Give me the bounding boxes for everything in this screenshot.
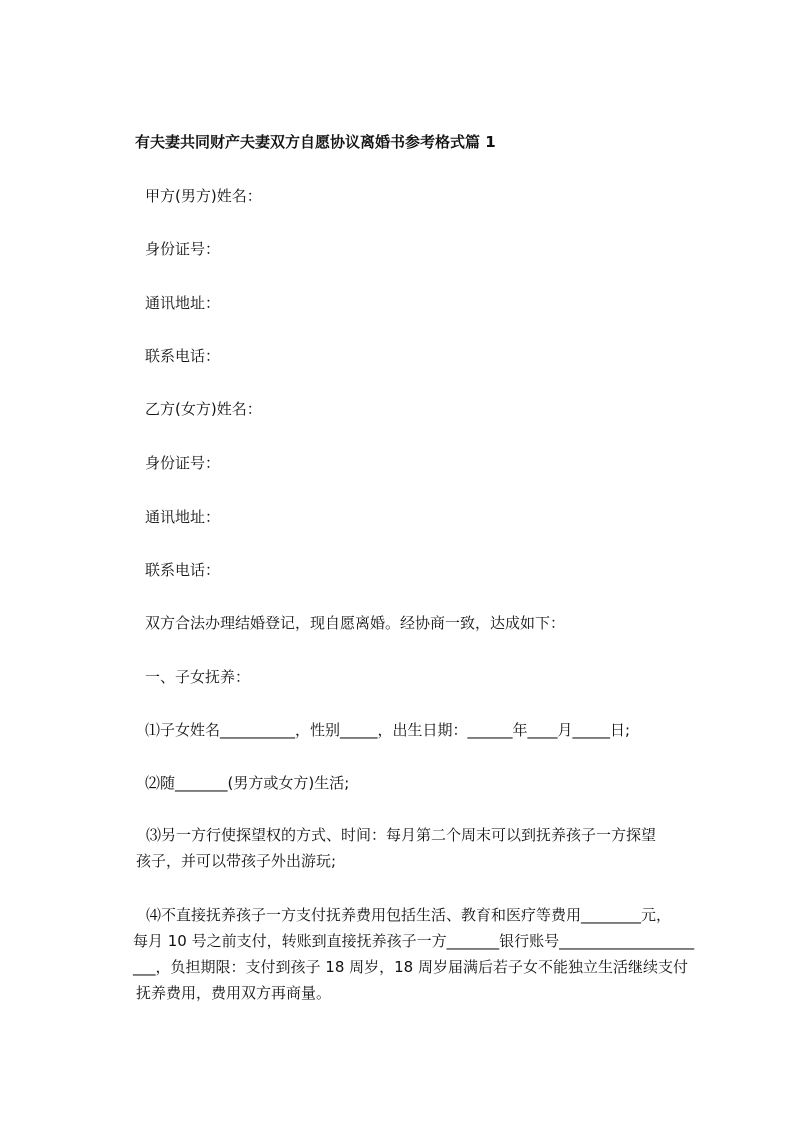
- party-b-address-label: 通讯地址：: [145, 508, 221, 526]
- section-child-custody-heading: 一、子女抚养：: [145, 668, 251, 686]
- party-a-id-label: 身份证号：: [145, 240, 221, 258]
- clause-visitation-line-2: 孩子，并可以带孩子外出游玩;: [136, 852, 337, 870]
- party-a-phone-label: 联系电话：: [145, 347, 221, 365]
- party-b-name-label: 乙方(女方)姓名：: [145, 400, 262, 418]
- party-b-id-label: 身份证号：: [145, 454, 221, 472]
- document-title: 有夫妻共同财产夫妻双方自愿协议离婚书参考格式篇 1: [135, 133, 496, 151]
- agreement-statement: 双方合法办理结婚登记，现自愿离婚。经协商一致，达成如下：: [145, 614, 566, 632]
- party-a-name-label: 甲方(男方)姓名：: [145, 187, 262, 205]
- clause-child-support-line-4: 抚养费用，费用双方再商量。: [136, 984, 332, 1002]
- clause-child-support-line-1: ⑷不直接抚养孩子一方支付抚养费用包括生活、教育和医疗等费用________元，: [146, 906, 672, 924]
- clause-child-support: [103, 902, 703, 1006]
- clause-child-support-line-3: ___，负担期限：支付到孩子 18 周岁，18 周岁届满后若子女不能独立生活继续支付: [133, 958, 688, 976]
- clause-child-support-line-2: 每月 10 号之前支付，转账到直接抚养孩子一方_______银行账号__________________: [133, 932, 695, 950]
- party-b-phone-label: 联系电话：: [145, 561, 221, 579]
- party-a-address-label: 通讯地址：: [145, 294, 221, 312]
- clause-custody-parent: ⑵随_______(男方或女方)生活;: [145, 774, 350, 792]
- clause-visitation: [103, 822, 703, 874]
- clause-visitation-line-1: ⑶另一方行使探望权的方式、时间：每月第二个周末可以到抚养孩子一方探望: [146, 826, 657, 844]
- clause-child-info: ⑴子女姓名__________，性别_____，出生日期：______年____月_____日;: [145, 721, 631, 739]
